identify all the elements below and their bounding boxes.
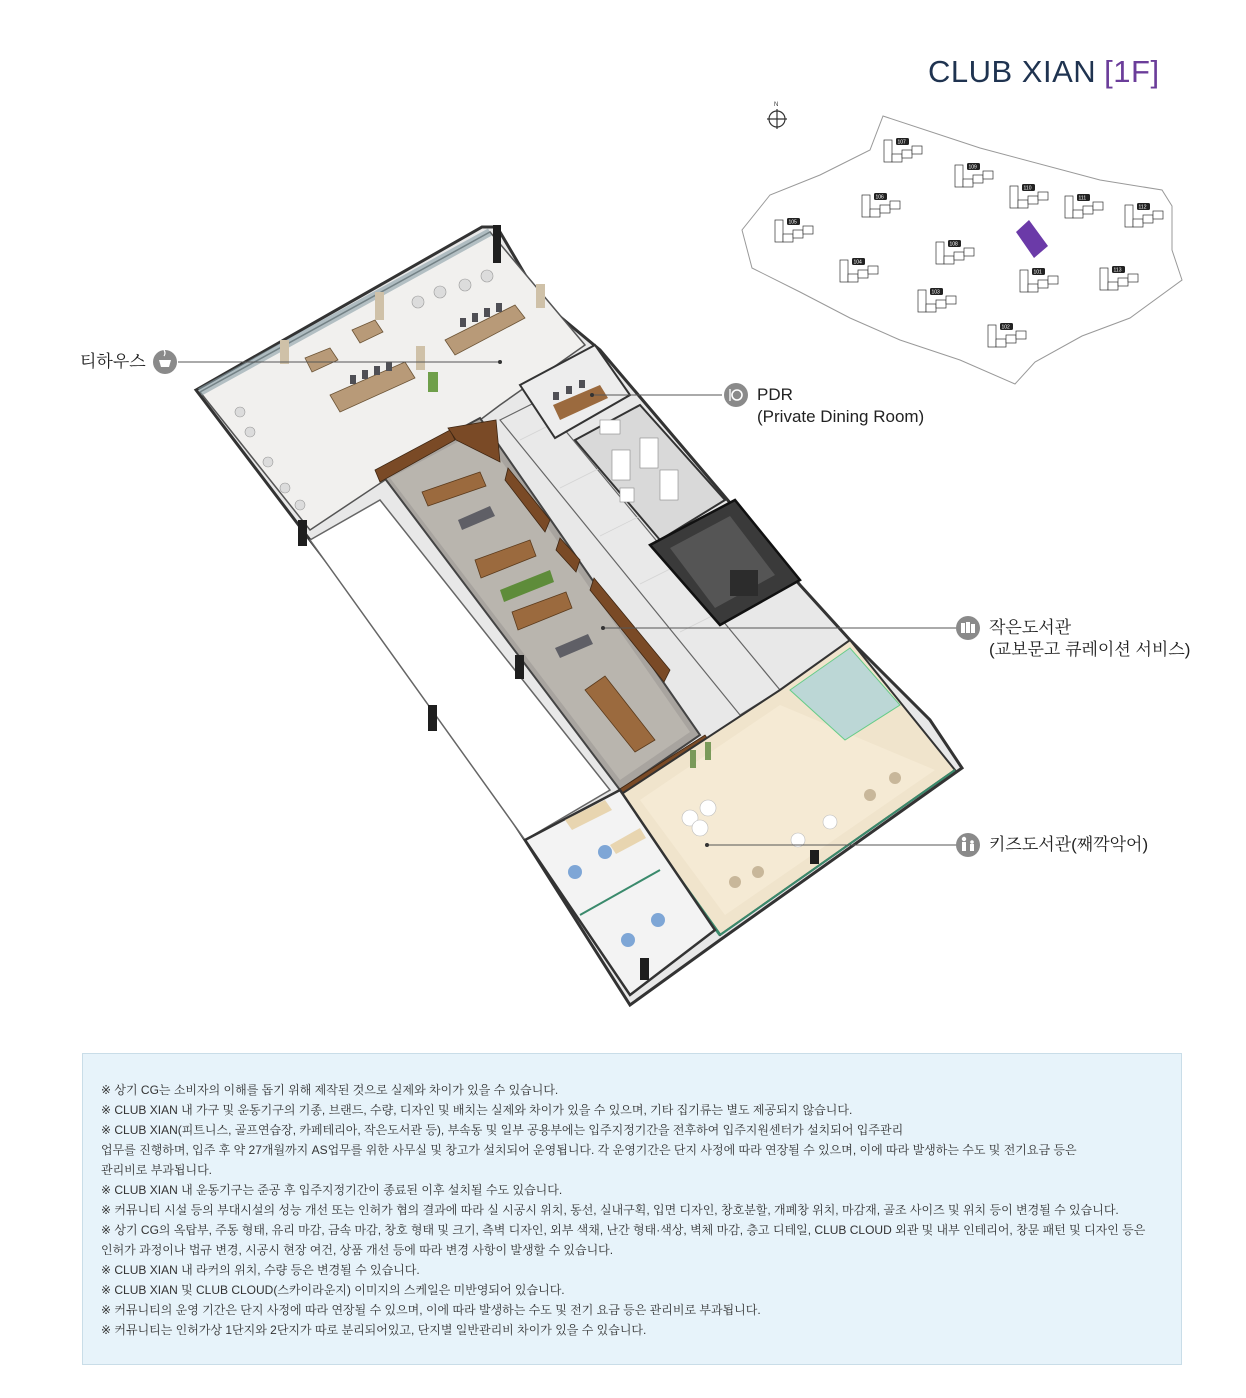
- note-line: ※ CLUB XIAN(피트니스, 골프연습장, 카페테리아, 작은도서관 등), 부속동 및 일부 공용부에는 입주지정기간을 전후하여 입주지원센터가 설치되어 입주관리: [101, 1123, 904, 1137]
- site-building-label: 104: [853, 259, 862, 266]
- site-building-label: 108: [949, 241, 958, 248]
- site-building-label: 110: [1023, 185, 1032, 192]
- site-outline: [742, 116, 1182, 384]
- north-compass-icon: [767, 102, 787, 129]
- site-building-label: 105: [788, 219, 797, 226]
- floor-label: [1F]: [1104, 54, 1160, 89]
- site-building-label: 111: [1078, 195, 1087, 202]
- floor-plan: [196, 225, 962, 1005]
- pdr-label-line2: (Private Dining Room): [757, 407, 925, 426]
- site-map: [742, 102, 1182, 384]
- note-line: 업무를 진행하며, 입주 후 약 27개월까지 AS업무를 위한 사무실 및 창고가 설치되어 운영됩니다. 각 운영기간은 단지 사정에 따라 연장될 수 있으며, 이에 따라 발생하는 수도 및 전기요금 등은: [101, 1143, 1077, 1157]
- teacup-icon: [153, 350, 177, 374]
- note-line: ※ 커뮤니티의 운영 기간은 단지 사정에 따라 연장될 수 있으며, 이에 따라 발생하는 수도 및 전기 요금 등은 관리비로 부과됩니다.: [101, 1303, 761, 1317]
- small-library-label: [989, 617, 1190, 661]
- dining-plate-icon: [724, 383, 748, 407]
- note-line: 관리비로 부과됩니다.: [101, 1163, 212, 1177]
- note-line: ※ CLUB XIAN 및 CLUB CLOUD(스카이라운지) 이미지의 스케일은 미반영되어 있습니다.: [101, 1283, 565, 1297]
- site-building-label: 107: [897, 139, 906, 146]
- books-icon: [956, 616, 980, 640]
- note-line: 인허가 과정이나 법규 변경, 시공시 현장 여건, 상품 개선 등에 따라 변경 사항이 발생할 수 있습니다.: [101, 1243, 614, 1257]
- disclaimer-notes: [82, 1053, 1182, 1365]
- note-line: ※ 커뮤니티 시설 등의 부대시설의 성능 개선 또는 인허가 협의 결과에 따라 실 시공시 위치, 동선, 실내구획, 입면 디자인, 창호분할, 개폐창 위치, 마감재, 골조 사이즈 및 위치 등이 변경될 수 있습니다.: [101, 1203, 1119, 1217]
- north-label: N: [774, 102, 779, 108]
- teahouse-label: 티하우스: [80, 352, 146, 371]
- small-library-label-line2: (교보문고 큐레이션 서비스): [989, 640, 1191, 659]
- note-line: ※ CLUB XIAN 내 운동기구는 준공 후 입주지정기간이 종료된 이후 설치될 수도 있습니다.: [101, 1183, 563, 1197]
- small-library-label-line1: 작은도서관: [989, 618, 1072, 637]
- note-line: ※ 커뮤니티는 인허가상 1단지와 2단지가 따로 분리되어있고, 단지별 일반관리비 차이가 있을 수 있습니다.: [101, 1323, 647, 1337]
- pdr-label-line1: PDR: [757, 385, 793, 404]
- note-line: ※ CLUB XIAN 내 가구 및 운동기구의 기종, 브랜드, 수량, 디자인 및 배치는 실제와 차이가 있을 수 있으며, 기타 집기류는 별도 제공되지 않습니다.: [101, 1103, 853, 1117]
- site-building-label: 109: [968, 164, 977, 171]
- site-building-label: 102: [1001, 324, 1010, 331]
- pdr-label: [757, 384, 924, 428]
- note-line: ※ 상기 CG는 소비자의 이해를 돕기 위해 제작된 것으로 실제와 차이가 있을 수 있습니다.: [101, 1083, 559, 1097]
- note-line: ※ 상기 CG의 옥탑부, 주동 형태, 유리 마감, 금속 마감, 창호 형태 및 크기, 측벽 디자인, 외부 색채, 난간 형태·색상, 벽체 마감, 층고 디테일, CLUB CLOUD 외관 및 내부 인테리어, 창문 패턴 및 디자인 등은: [101, 1223, 1146, 1237]
- note-line: ※ CLUB XIAN 내 라커의 위치, 수량 등은 변경될 수 있습니다.: [101, 1263, 420, 1277]
- site-building-label: 103: [931, 289, 940, 296]
- family-icon: [956, 833, 980, 857]
- kids-library-label: 키즈도서관(째깍악어): [989, 835, 1149, 854]
- title-text: CLUB XIAN: [928, 54, 1097, 89]
- site-building-label: 112: [1138, 204, 1147, 211]
- site-building-label: 113: [1113, 267, 1122, 274]
- site-building-label: 106: [875, 194, 884, 201]
- site-building-label: 101: [1033, 269, 1042, 276]
